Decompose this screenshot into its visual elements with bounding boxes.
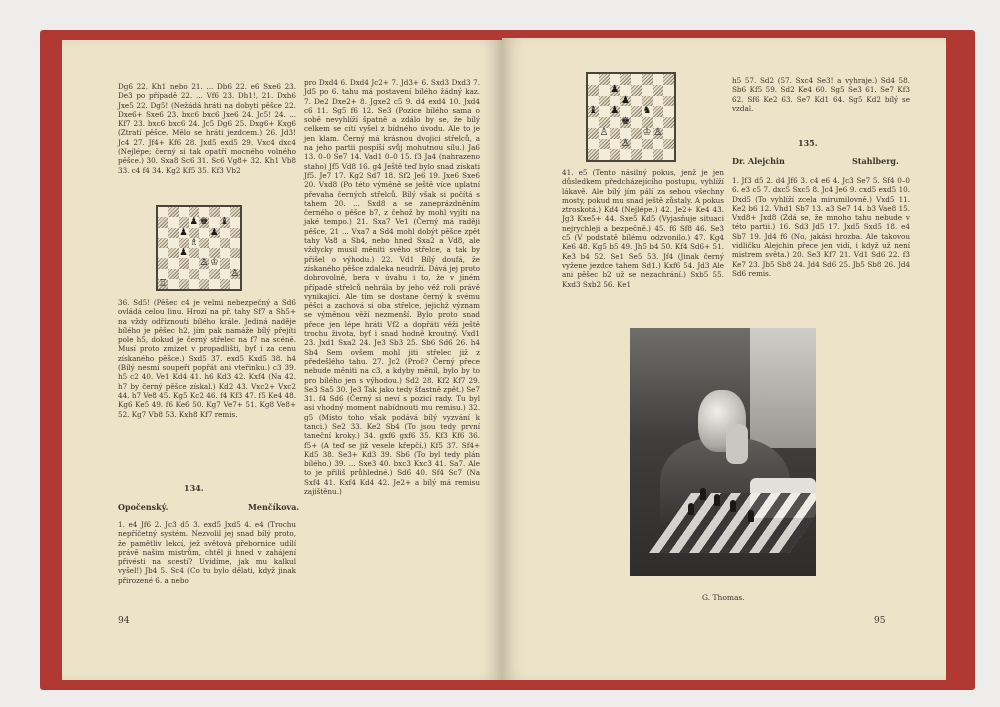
- chess-piece: ♙: [599, 126, 609, 138]
- left-col1-bottom-text: 36. Sd5! (Pěšec c4 je velmi nebezpečný a Sd6 ovládá celou linu. Hrozí na př. tahy Sf7 a Sh5+ na vždy odříznouti bílého krále. Jediná naděje bílého je pěšec h2, jím pak namáže bílý přejíti pole h5, dokud je černý střelec na f7 na scéně. Musí proto zmizet v propadlišti, byť i za cenu získaného pěšce.) Sxd5 37. exd5 Kxd5 38. h4 (Bílý nesmí soupeři popřát ani vteřinku.) c3 39. h5 c2 40. Ve1 Kd4 41. h6 Kd3 42. Kxf4 (Na 42. h7 by černý pěšce získal.) Kd2 43. Vxc2+ Vxc2 44. h7 Ve8 45. Kg5 Kc2 46. f4 Kf3 47. f5 Ke4 48. Kg6 Ke5 49. f6 Ke6 50. Kg7 Ve7+ 51. Kg8 Ve8+ 52. Kg7 Vb8 53. Kxh8 Kf7 remis.: [118, 298, 296, 419]
- chess-piece: ♚: [621, 116, 631, 127]
- right-page: [502, 38, 946, 680]
- chess-piece: ♟: [610, 105, 620, 117]
- chess-piece: ♙: [653, 126, 663, 138]
- chess-piece: ♟: [179, 226, 188, 238]
- right-col1-text: 41. e5 (Tento násilný pokus, jenž je jen důsledkem předcházejícího postupu, vyhlíží lákavě. Ale bílý jím pálí za sebou všechny mosty, pokud mu snad ještě zůstaly. A pokus ztroskotá.) Kd4 (Nejlépe.) 42. Je2+ Ke4 43. Jg3 Kxe5+ 44. Sxe5 Kd5 (Vyjasňuje situaci nejrychleji a bezpečně.) 45. f6 Sf8 46. Se3 c5 (V podstatě bílému odzvonilo.) 47. Kg4 Ke6 48. Kg5 b5 49. Jh5 b4 50. Kf4 Sd6+ 51. Ke3 b4 52. Se1 Se5 53. Jf4 (Jinak černý vyžene jezdce tahem Sd1.) Kxf6 54. Jd3 Ale ani pěšec b2 už se nezachrání.) Sxb5 55. Kxd3 Sxb2 56. Ke1: [562, 168, 724, 289]
- right-col2-game-text: 1. Jf3 d5 2. d4 Jf6 3. c4 e6 4. Jc3 Se7 5. Sf4 0–0 6. e3 c5 7. dxc5 Sxc5 8. Jc4 Je6 9. cxd5 exd5 10. Dxd5 (To vyhlíží zcela mirumilovně.) Vxd5 11. Ke2 b6 12. Vhd1 Sb7 13. a3 Se7 14. b3 Vae8 15. Vxd8+ Jxd8 (Zdá se, že mnoho tahu nebude v této partii.) 16. Sd3 Jd5 17. Jxd5 Sxd5 18. e4 Sb7 19. Jd4 f6 (No, jakási hrozba. Ale takovou vidličku Alejchin přece jen vidí, i když už není mistrem světa.) 20. Se3 Kf7 21. Vd1 Sd6 22. f3 Ke7 23. Jb5 Sb8 24. Jd4 Sd6 25. Jb5 Sb8 26. Jd4 Sd6 remis.: [732, 176, 910, 278]
- chess-piece: ♟: [210, 226, 219, 238]
- chess-piece: ♖: [158, 277, 168, 289]
- left-col1-game-text: 1. e4 Jf6 2. Jc3 d5 3. exd5 Jxd5 4. e4 (Trochu nepříčetný systém. Nezvolil jej snad bílý proto, že pamětliv lekcí, jež světová přebornice udílí právě našim mistrům, chtěl ji hned v zahájení přivésti na scestí? Uvidíme, jak mu kalkul vyšel!) Jb4 5. Sc4 (Co tu bylo dělati, když jinak přirozené 6. a nebo: [118, 520, 296, 585]
- chess-piece: ♝: [588, 105, 598, 117]
- white-player-name: Opočenský.: [118, 502, 169, 512]
- black-player-name-right: Stahlberg.: [852, 156, 899, 166]
- right-col2-top-text: h5 57. Sd2 (57. Sxc4 Se3! a vyhraje.) Sd4 58. Sb6 Kf5 59. Sd2 Ke4 60. Sg5 Se3 61. Se7 Kf3 62. Sf6 Ke2 63. Se7 Kd1 64. Sg5 Kd2 bílý se vzdal.: [732, 76, 910, 113]
- chess-diagram-left: [156, 205, 242, 291]
- left-col1-top-text: Dg6 22. Kh1 nebo 21. ... Db6 22. e6 Sxe6 23. De3 po případě 22. ... Vf6 23. Dh1!, 21. Dxh6 Jxe5 22. Dg5! (Nežádá hráti na dobytí pěšce 22. Dxe6+ Sxe6 23. bxc6 bxc6 Jxe6 24. Jc5! 24. ... Kf7 23. bxc6 bxc6 24. Jc5 Dg6 25. Dxg6+ Kxg6 (Ztratí pěšce. Mělo se hráti jezdcem.) 26. Jd3! Jc4 27. Jf4+ Kf6 28. Jxd5 exd5 29. Vxc4 dxc4 (Nejlépe; černý si tak opatří mocného volného pěšce.) 30. Sxa8 Sc6 31. Sc6 Vg8+ 32. Kh1 Vb8 33. c4 f4 34. Kg2 Kf5 35. Kf3 Vb2: [118, 82, 296, 175]
- chess-piece: ♔: [642, 126, 652, 138]
- left-col2-text: pro Dxd4 6. Dxd4 Jc2+ 7. Jd3+ 6. Sxd3 Dxd3 7. Jd5 po 6. tahu má postavení bílého žádný kaz. 7. De2 Dxe2+ 8. Jgxe2 c5 9. d4 exd4 10. Jxd4 c6 11. Sg5 f6 12. Se3 (Pozice bílého sama o sobě nevyhlíží špatně a zdálo by se, že bílý celkem se cítí vyšel z bídného úvodu. Ale to je jen klam. Černý má krásnou dvojici střelců, a na jeho partii pospíší svůj mohutnou sílu.) Ja6 13. 0–0 Se7 14. Vad1 0–0 15. f3 Ja4 (nahrazeno staho) Jf5 Vd8 16. g4 Ještě teď bylo snad získati Jf5. Je7 17. Kg2 Sd7 18. Sf2 Je6 19. Jxe6 Sxe6 20. Vxd8 (Po této výměně se ještě více uplatní převaha černých střelců. Bílý však si počítá s tahem 20. ... Sxd8 a se zaneprázdněním černého o pěšce b7, z čehož by mohl vyjíti na jaké tempo.) 21. Sxa7 Ve1 (Černý má raději pěšce, 21 ... Vxa7 a Sd4 mohl dobýt pěšce zpět tahy Va8 a Sb4, nebo hned Sxa2 a Vd8, ale vždycky musil měniti svého střelce, a tak by přišel o výhodu.) 22. Vd1 Bílý doufá, že získaného pěšce zdaleka neudrží. Dává jej proto dobrovolně, bera v úvahu i to, že v jiném případě střelců nehrála by jeho věž roli právě vynikající. Ale tím se dostane černý k svému pěšci a zachová si oba střelce, jejichž význam se výměnou věží nezmenší. Bylo proto snad přece jen lépe hráti Vf2 a dopřáti věži ještě trochu života, byť i snad hodně kroutný. Vxd1 23. Jxd1 Sxa2 24. Je3 Sb3 25. Sb6 Sd6 26. h4 Sb4 Sem ovšem mohl jiti střelec již z předešlého tahu. 27. Jc2 (Proč? Černý přece nebude měniti na c3, a kdyby měnil, bylo by to pro bílého jen s výhodou.) Sd2 28. Kf2 Kf7 29. Se3 Sa5 30. Je3 Tak jako tedy šťastně zpět.) Se7 31. f4 Sd6 (Černý si neví s pozicí rady. Tu byl asi vhodný moment nabídnouti mu remisu.) 32. g5 (Místo toho však podává bílý vyzvání k tanci.) Se2 33. Ke2 Sb4 (To jsou tedy první taneční kroky.) 34. gxf6 gxf6 35. Kf3 Kf6 36. f5+ (A teď se již vesele křepčí.) Kf5 37. Sf4+ Kd5 38. Se3+ Kd3 39. Sb6 (To byl tedy plán bílého.) 39. ... Sxe3 40. bxc3 Kxc3 41. Sa7. Ale to je přiliš průhledné.) Sd6 40. Sf4 Sc7 (Na Sxf4 41. Kxf4 Kd4 42. Je2+ a bílý má remisu zajištěnu.): [304, 78, 480, 497]
- page-number-left: 94: [118, 616, 130, 626]
- chess-piece: ♝: [220, 216, 229, 228]
- page-number-right: 95: [874, 616, 886, 626]
- left-page: [62, 40, 502, 680]
- player-photograph: [630, 328, 816, 576]
- chess-piece: ♟: [179, 247, 188, 258]
- chess-piece: ♙: [621, 137, 631, 149]
- chess-piece: ♟: [189, 216, 199, 228]
- chess-piece: ♙: [199, 257, 209, 269]
- chess-piece: ♔: [210, 257, 219, 269]
- black-player-name: Menčíkova.: [248, 502, 300, 512]
- game-number-135: 135.: [798, 138, 818, 148]
- chess-piece: ♟: [621, 94, 631, 106]
- white-player-name-right: Dr. Alejchin: [732, 156, 785, 166]
- chess-piece: ♙: [230, 267, 240, 279]
- chess-piece: ♟: [610, 83, 620, 95]
- photo-caption: G. Thomas.: [702, 593, 745, 602]
- chess-piece: ♞: [642, 105, 652, 117]
- chess-piece: ♗: [189, 236, 199, 248]
- chess-diagram-right: [586, 72, 676, 162]
- chess-piece: ♚: [199, 216, 209, 228]
- game-number-134: 134.: [184, 483, 204, 493]
